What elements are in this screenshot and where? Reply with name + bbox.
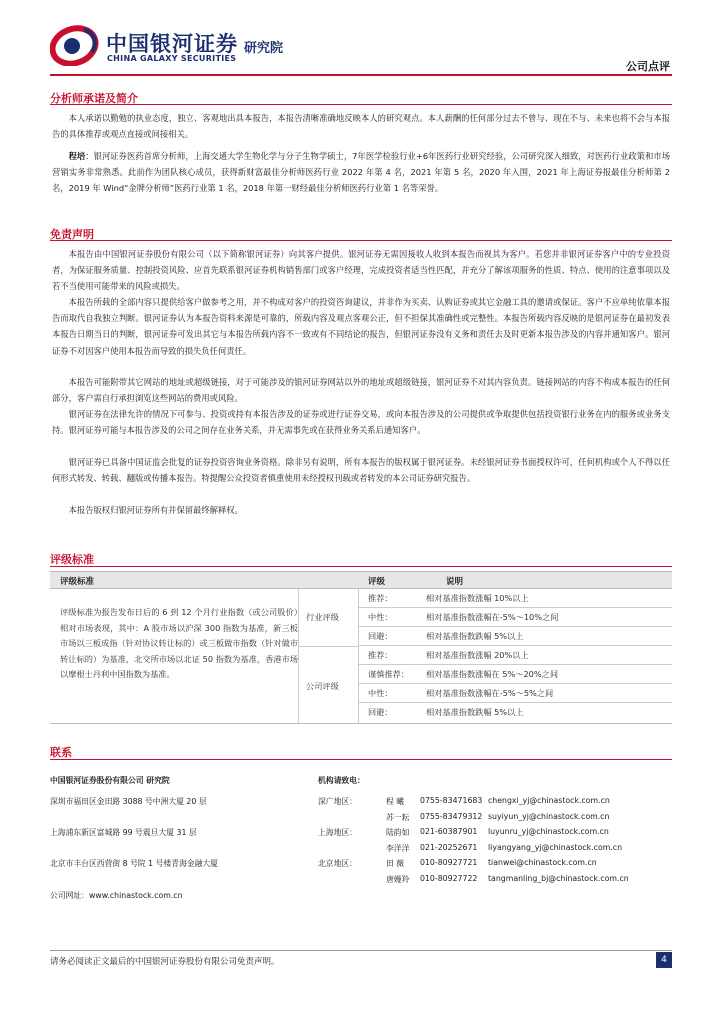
report-type-label: 公司点评: [626, 60, 670, 73]
contact-name: 陆韵如: [386, 828, 410, 837]
table-row: [358, 703, 672, 722]
contact-email[interactable]: tianwei@chinastock.com.cn: [488, 858, 597, 867]
brand-name-cn: 中国银河证券: [106, 32, 238, 56]
contact-email[interactable]: tangmanling_bj@chinastock.com.cn: [488, 874, 629, 883]
table-row: [358, 589, 672, 608]
institute-label: 研究院: [244, 41, 284, 56]
contact-phone: 010-80927722: [420, 874, 478, 883]
rating-value: 相对基准指数跌幅 5%以上: [426, 707, 524, 717]
rating-value: 相对基准指数涨幅在-5%～5%之间: [426, 688, 554, 698]
footer-notice: 请务必阅读正文最后的中国银河证券股份有限公司免责声明。: [50, 957, 280, 967]
rating-section-title: 评级标准: [50, 553, 94, 566]
company-website[interactable]: 公司网址：www.chinastock.com.cn: [50, 891, 183, 900]
rating-key: 回避：: [368, 707, 393, 717]
industry-rating-label: 行业评级: [306, 612, 339, 622]
footer-divider: [50, 950, 672, 951]
table-divider: [298, 589, 299, 724]
region-shanghai: 上海地区：: [318, 828, 357, 837]
table-row: [358, 665, 672, 684]
contact-email[interactable]: liyangyang_yj@chinastock.com.cn: [488, 843, 623, 852]
group-divider: [298, 646, 358, 647]
page-number: 4: [656, 952, 672, 968]
header-divider: [50, 74, 672, 76]
rating-key: 回避：: [368, 631, 393, 641]
analyst-section-divider: [50, 104, 672, 105]
company-name: 中国银河证券股份有限公司 研究院: [50, 776, 170, 785]
analyst-commitment-text: 本人承诺以勤勉的执业态度，独立、客观地出具本报告，本报告清晰准确地反映本人的研究观点。本人薪酬的任何部分过去不曾与、现在不与、未来也将不会与本报告的具体推荐或观点直接或间接相关。: [52, 113, 670, 140]
rating-table: [50, 571, 672, 724]
address-beijing: 北京市丰台区西营街 8 号院 1 号楼青海金融大厦: [50, 859, 218, 868]
contact-phone: 021-60387901: [420, 827, 478, 836]
brand-name-en: CHINA GALAXY SECURITIES: [107, 54, 237, 63]
galaxy-logo-icon: [50, 22, 102, 66]
disclaimer-paragraph: 本报告由中国银河证券股份有限公司（以下简称银河证券）向其客户提供。银河证券无需因接收人收到本报告而视其为客户。若您并非银河证券客户中的专业投资者，为保证服务质量、控制投资风险、应首先联系银河证券机构销售部门或客户经理，完成投资者适当性匹配，并充分了解该项服务的性质、特点、使用的注意事项以及若不当使用可能带来的风险或损失。: [52, 249, 670, 292]
rating-table-header: [50, 571, 672, 589]
rating-value: 相对基准指数涨幅 20%以上: [426, 650, 529, 660]
analyst-name: 程培: [68, 151, 86, 161]
contact-phone: 0755-83471683: [420, 796, 483, 805]
region-beijing: 北京地区：: [318, 859, 357, 868]
region-shenzhen: 深广地区：: [318, 797, 357, 806]
rating-value: 相对基准指数跌幅 5%以上: [426, 631, 524, 641]
contact-name: 苏一耘: [386, 813, 410, 822]
analyst-section-title: 分析师承诺及简介: [50, 92, 138, 105]
table-row: [358, 608, 672, 627]
rating-value: 相对基准指数涨幅在 5%～20%之间: [426, 669, 559, 679]
contact-email[interactable]: chengxi_yj@chinastock.com.cn: [488, 796, 610, 805]
rating-standard-description: 评级标准为报告发布日后的 6 到 12 个月行业指数（或公司股价）相对市场表现，其中：A 股市场以沪深 300 指数为基准，新三板市场以三板成指（针对协议转让标的）或三板做市指数（针对做市转让标的）为基准，北交所市场以北证 50 指数为基准，香港市场以摩根士丹利中国指数为基准。: [60, 607, 298, 679]
rating-key: 推荐：: [368, 650, 393, 660]
contact-phone: 010-80927721: [420, 858, 478, 867]
contact-email[interactable]: suyiyun_yj@chinastock.com.cn: [488, 812, 610, 821]
contact-name: 唐嫚羚: [386, 875, 410, 884]
col-standard-header: 评级标准: [60, 577, 95, 587]
rating-key: 谨慎推荐：: [368, 669, 409, 679]
disclaimer-paragraph: 本报告版权归银河证券所有并保留最终解释权。: [68, 505, 243, 515]
disclaimer-paragraph: 本报告所载的全部内容只提供给客户做参考之用，并不构成对客户的投资咨询建议，并非作为买卖、认购证券或其它金融工具的邀请或保证。客户不应单纯依靠本报告而取代自我独立判断。银河证券认为本报告资料来源是可靠的，所载内容及观点客观公正，但不担保其准确性或完整性。本报告所载内容反映的是银河证券在最初发表本报告日期当日的判断，银河证券可发出其它与本报告所载内容不一致或有不同结论的报告，但银河证券没有义务和责任去及时更新本报告涉及的内容并通知客户。银河证券不对因客户使用本报告而导致的损失负任何责任。: [52, 297, 670, 356]
rating-value: 相对基准指数涨幅在-5%～10%之间: [426, 612, 559, 622]
rating-key: 推荐：: [368, 593, 393, 603]
address-shenzhen: 深圳市福田区金田路 3088 号中洲大厦 20 层: [50, 797, 207, 806]
contact-section-divider: [50, 759, 672, 760]
col-rating-header: 评级: [368, 577, 386, 587]
table-row: [358, 684, 672, 703]
contact-name: 田 薇: [386, 859, 405, 868]
address-shanghai: 上海浦东新区富城路 99 号震旦大厦 31 层: [50, 828, 197, 837]
contact-phone: 021-20252671: [420, 843, 478, 852]
rating-key: 中性：: [368, 612, 393, 622]
analyst-bio-text: ：银河证券医药首席分析师，上海交通大学生物化学与分子生物学硕士，7年医学检验行业+6年医药行业研究经验，公司研究深入细致，对医药行业政策和市场营销实务非常熟悉。此前作为团队核心成员，获得新财富最佳分析师医药行业 2022 年第 4 名，2021 年第 5 名，2020 年入围，2021 年上海证券报最佳分析师第 2 名，2019 年 Wind“金牌分析师”医药行业第 1 名，2018 年第一财经最佳分析师医药行业第 1 名等荣誉。: [52, 151, 670, 194]
institution-contact-title: 机构请致电：: [318, 776, 365, 785]
contact-phone: 0755-83479312: [420, 812, 483, 821]
disclaimer-section-title: 免责声明: [50, 228, 94, 241]
contact-name: 李洋洋: [386, 844, 410, 853]
disclaimer-section-divider: [50, 240, 672, 241]
table-row: [358, 646, 672, 665]
disclaimer-paragraph: 银河证券已具备中国证监会批复的证券投资咨询业务资格。除非另有说明，所有本报告的版权属于银河证券。未经银河证券书面授权许可，任何机构或个人不得以任何形式转发、转载、翻版或传播本报告。特提醒公众投资者慎重使用未经授权刊载或者转发的本公司证券研究报告。: [52, 457, 670, 484]
disclaimer-paragraph: 银河证券在法律允许的情况下可参与、投资或持有本报告涉及的证券或进行证券交易，或向本报告涉及的公司提供或争取提供包括投资银行业务在内的服务或业务支持。银河证券可能与本报告涉及的公司之间存在业务关系，并无需事先或在获得业务关系后通知客户。: [52, 409, 670, 436]
rating-value: 相对基准指数涨幅 10%以上: [426, 593, 529, 603]
table-bottom-border: [50, 723, 672, 724]
contact-email[interactable]: luyunru_yj@chinastock.com.cn: [488, 827, 609, 836]
rating-key: 中性：: [368, 688, 393, 698]
company-rating-label: 公司评级: [306, 681, 339, 691]
contact-section-title: 联系: [50, 746, 72, 759]
table-row: [358, 627, 672, 646]
rating-section-divider: [50, 566, 672, 567]
contact-name: 程 曦: [386, 797, 405, 806]
disclaimer-paragraph: 本报告可能附带其它网站的地址或超级链接，对于可能涉及的银河证券网站以外的地址或超级链接，银河证券不对其内容负责。链接网站的内容不构成本报告的任何部分，客户需自行承担浏览这些网站的费用或风险。: [52, 377, 670, 404]
analyst-bio: [52, 148, 670, 197]
col-desc-header: 说明: [446, 577, 464, 587]
